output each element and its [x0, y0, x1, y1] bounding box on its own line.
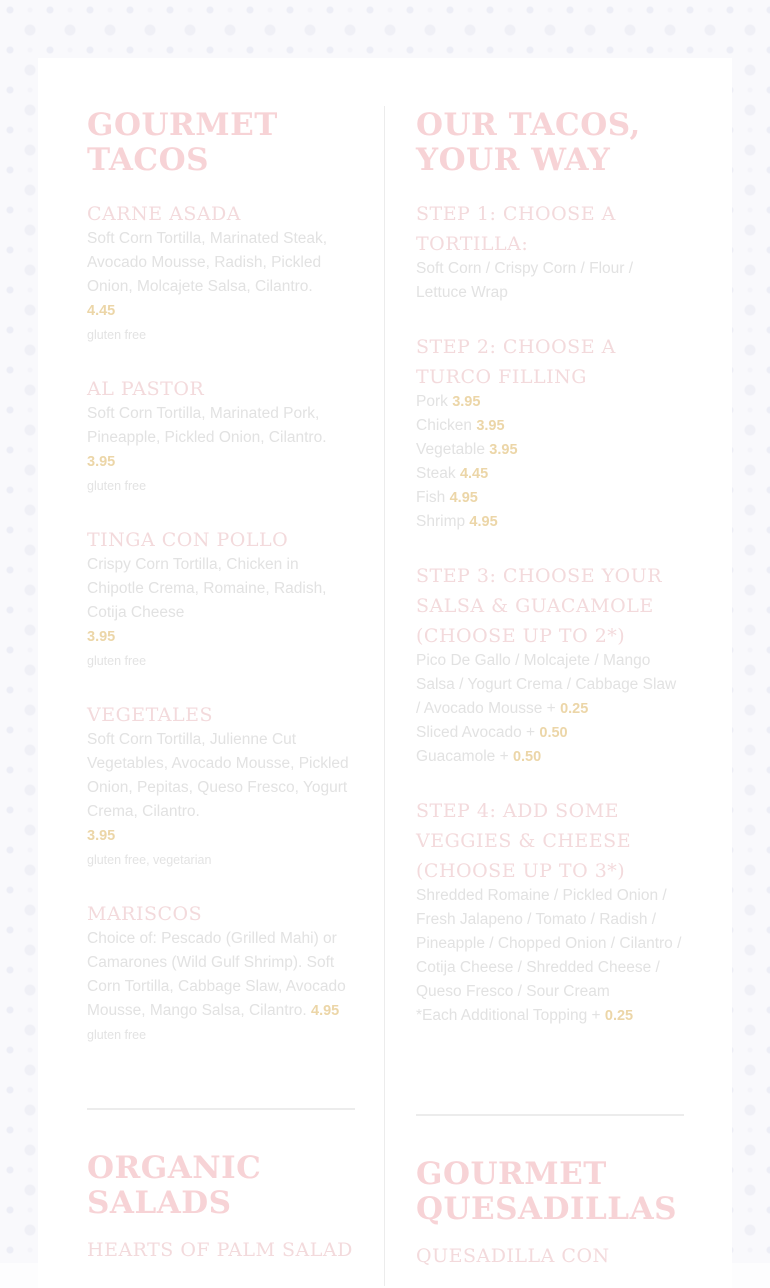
item-name: VEGETALES — [87, 704, 213, 726]
step-title: STEP 2: CHOOSE A TURCO FILLING — [416, 336, 616, 388]
extra-price: 0.50 — [539, 725, 568, 741]
menu-item-mariscos — [87, 899, 355, 1047]
extra-price: 0.50 — [512, 749, 542, 765]
item-description — [87, 927, 355, 1023]
menu-item-al-pastor — [87, 374, 355, 498]
step-1 — [416, 199, 684, 305]
filling-price: 4.95 — [449, 490, 478, 506]
salsa-options-text: Pico De Gallo / Molcajete / Mango Salsa / Yogurt Crema / Cabbage Slaw / Avocado Mousse + — [416, 652, 677, 717]
section-title-gourmet-tacos: GOURMET TACOS — [87, 107, 278, 178]
section-divider — [416, 1114, 684, 1116]
topping-note-text: *Each Additional Topping + — [416, 1007, 601, 1024]
topping-options: Shredded Romaine / Pickled Onion / Fresh Jalapeno / Tomato / Radish / Pineapple / Chopped Onion / Cilantro / Cotija Cheese / Shredded Cheese / Queso Fresco / Sour Cream — [416, 887, 682, 1000]
item-dietary-tag: gluten free — [87, 654, 147, 668]
column-divider — [384, 106, 385, 1286]
quesadillas-section — [416, 1157, 684, 1271]
item-dietary-tag: gluten free — [87, 328, 147, 342]
item-description: Soft Corn Tortilla, Marinated Pork, Pineapple, Pickled Onion, Cilantro. — [87, 405, 327, 446]
step-4 — [416, 796, 684, 1028]
item-dietary-tag: gluten free — [87, 1028, 147, 1042]
filling-name: Fish — [416, 489, 446, 506]
filling-option — [416, 414, 684, 438]
step-options: Soft Corn / Crispy Corn / Flour / Lettuce Wrap — [416, 260, 634, 301]
section-title-organic-salads: ORGANIC SALADS — [87, 1150, 262, 1221]
item-dietary-tag: gluten free, vegetarian — [87, 853, 212, 867]
step-title: STEP 4: ADD SOME VEGGIES & CHEESE (CHOOSE UP TO 3*) — [416, 800, 632, 882]
item-dietary-tag: gluten free — [87, 479, 147, 493]
tacos-column — [87, 108, 355, 1047]
section-divider — [87, 1108, 355, 1110]
item-description: Soft Corn Tortilla, Julienne Cut Vegetables, Avocado Mousse, Pickled Onion, Pepitas, Queso Fresco, Yogurt Crema, Cilantro. — [87, 731, 349, 820]
item-price: 4.95 — [311, 1003, 340, 1019]
filling-option — [416, 438, 684, 462]
menu-item-carne-asada — [87, 199, 355, 347]
additional-topping-note — [416, 1004, 684, 1028]
extra-option — [416, 745, 684, 769]
extra-option — [416, 721, 684, 745]
item-price: 4.45 — [87, 303, 116, 319]
filling-option — [416, 510, 684, 534]
item-name: MARISCOS — [87, 903, 203, 925]
item-price: 3.95 — [87, 629, 116, 645]
step-title: STEP 3: CHOOSE YOUR SALSA & GUACAMOLE (CHOOSE UP TO 2*) — [416, 565, 663, 647]
item-description-text: Choice of: Pescado (Grilled Mahi) or Camarones (Wild Gulf Shrimp). Soft Corn Tortilla, Cabbage Slaw, Avocado Mousse, Mango Salsa, Cilantro. — [87, 930, 346, 1019]
item-description: Soft Corn Tortilla, Marinated Steak, Avocado Mousse, Radish, Pickled Onion, Molcajete Salsa, Cilantro. — [87, 230, 328, 295]
step-title: STEP 1: CHOOSE A TORTILLA: — [416, 203, 616, 255]
filling-name: Pork — [416, 393, 448, 410]
filling-name: Chicken — [416, 417, 472, 434]
filling-name: Vegetable — [416, 441, 485, 458]
filling-price: 3.95 — [452, 394, 481, 410]
filling-price: 4.45 — [459, 466, 489, 482]
step-3 — [416, 561, 684, 769]
filling-option — [416, 486, 684, 510]
filling-option — [416, 462, 684, 486]
your-way-column — [416, 108, 684, 1028]
item-description: Crispy Corn Tortilla, Chicken in Chipotle Crema, Romaine, Radish, Cotija Cheese — [87, 556, 327, 621]
topping-price: 0.25 — [604, 1008, 634, 1024]
filling-name: Steak — [416, 465, 456, 482]
filling-price: 3.95 — [476, 418, 505, 434]
menu-item-tinga-con-pollo — [87, 525, 355, 673]
item-name-quesadilla-con: QUESADILLA CON — [416, 1245, 610, 1267]
item-name: TINGA CON POLLO — [87, 529, 289, 551]
salsa-options — [416, 649, 684, 721]
item-name: AL PASTOR — [87, 378, 205, 400]
filling-option — [416, 390, 684, 414]
salsa-price: 0.25 — [560, 701, 589, 717]
extra-name: Guacamole + — [416, 748, 509, 765]
filling-name: Shrimp — [416, 513, 466, 530]
item-price: 3.95 — [87, 454, 116, 470]
menu-item-vegetales — [87, 700, 355, 872]
section-title-gourmet-quesadillas: GOURMET QUESADILLAS — [416, 1156, 678, 1227]
extra-name: Sliced Avocado + — [416, 724, 536, 741]
step-2 — [416, 332, 684, 534]
section-title-our-tacos-your-way: OUR TACOS, YOUR WAY — [416, 107, 641, 178]
item-price: 3.95 — [87, 828, 116, 844]
salads-section — [87, 1151, 355, 1265]
item-name-hearts-of-palm-salad: HEARTS OF PALM SALAD — [87, 1239, 353, 1261]
filling-price: 3.95 — [489, 442, 518, 458]
item-name: CARNE ASADA — [87, 203, 242, 225]
filling-price: 4.95 — [469, 514, 498, 530]
